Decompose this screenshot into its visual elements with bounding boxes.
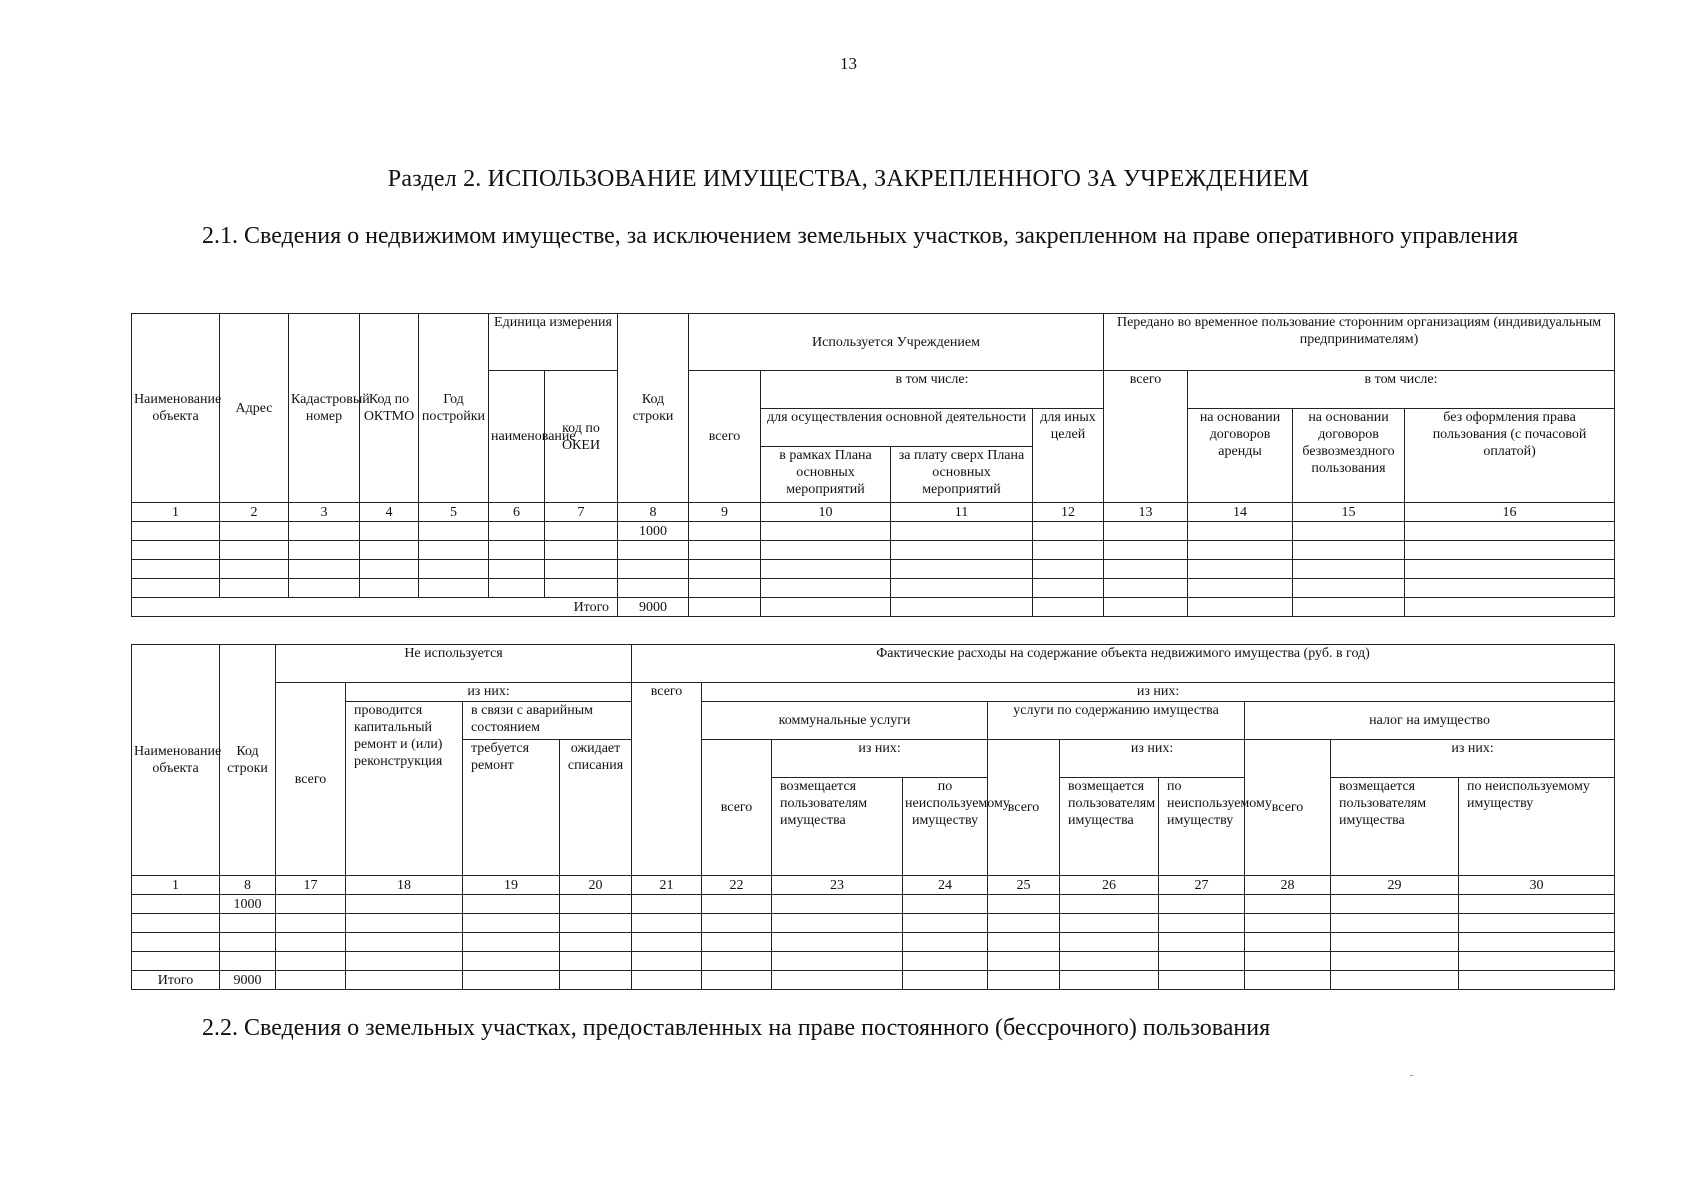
col-maintenance-unused-header: по неиспользуемому имуществу bbox=[1159, 778, 1245, 876]
column-numbers-row bbox=[132, 876, 1615, 895]
col-free-use-header: на основании договоров безвозмездного пользования bbox=[1293, 409, 1405, 503]
total-code: 9000 bbox=[618, 598, 689, 617]
col-number: 25 bbox=[988, 876, 1060, 895]
row-code-cell: 1000 bbox=[220, 895, 276, 914]
col-utilities-of-them-header: из них: bbox=[772, 740, 988, 778]
col-number: 23 bbox=[772, 876, 903, 895]
col-unit-name-header: наименование bbox=[489, 371, 545, 503]
col-row-code-header: Код строки bbox=[618, 314, 689, 503]
col-number: 20 bbox=[560, 876, 632, 895]
row-code-cell: 1000 bbox=[618, 522, 689, 541]
col-no-formal-header: без оформления права пользования (с почасовой оплатой) bbox=[1405, 409, 1615, 503]
col-utilities-reimbursed-header: возмещается пользователям имущества bbox=[772, 778, 903, 876]
col-number: 14 bbox=[1188, 503, 1293, 522]
col-tax-header: налог на имущество bbox=[1245, 702, 1615, 740]
col-maintenance-total-header: всего bbox=[988, 740, 1060, 876]
col-other-purpose-header: для иных целей bbox=[1033, 409, 1104, 503]
col-number: 8 bbox=[220, 876, 276, 895]
col-cadastral-header: Кадастровый номер bbox=[289, 314, 360, 503]
col-used-total-header: всего bbox=[689, 371, 761, 503]
table-row bbox=[132, 541, 1615, 560]
col-tax-of-them-header: из них: bbox=[1331, 740, 1615, 778]
col-number: 10 bbox=[761, 503, 891, 522]
col-number: 9 bbox=[689, 503, 761, 522]
col-code-header: Код строки bbox=[220, 645, 276, 876]
col-name-header: Наименование объекта bbox=[132, 314, 220, 503]
table-row bbox=[132, 522, 1615, 541]
table-row bbox=[132, 560, 1615, 579]
subsection-2-1-heading: 2.1. Сведения о недвижимом имуществе, за исключением земельных участков, закрепленном на праве оперативного управления bbox=[202, 223, 1519, 249]
col-number: 21 bbox=[632, 876, 702, 895]
col-tax-total-header: всего bbox=[1245, 740, 1331, 876]
col-needs-repair-header: требуется ремонт bbox=[463, 740, 560, 876]
col-number: 2 bbox=[220, 503, 289, 522]
column-numbers-row bbox=[132, 503, 1615, 522]
col-number: 17 bbox=[276, 876, 346, 895]
col-maintenance-reimbursed-header: возмещается пользователям имущества bbox=[1060, 778, 1159, 876]
col-number: 22 bbox=[702, 876, 772, 895]
col-year-header: Год постройки bbox=[419, 314, 489, 503]
col-number: 18 bbox=[346, 876, 463, 895]
real-estate-table bbox=[131, 313, 1615, 617]
col-oktmo-header: Код по ОКТМО bbox=[360, 314, 419, 503]
col-number: 30 bbox=[1459, 876, 1615, 895]
col-number: 15 bbox=[1293, 503, 1405, 522]
subsection-2-2-heading: 2.2. Сведения о земельных участках, предоставленных на праве постоянного (бессрочного) пользования bbox=[202, 1015, 1271, 1041]
col-number: 4 bbox=[360, 503, 419, 522]
col-number: 3 bbox=[289, 503, 360, 522]
table-row bbox=[132, 579, 1615, 598]
col-used-header: Используется Учреждением bbox=[689, 314, 1104, 371]
col-maintenance-header: услуги по содержанию имущества bbox=[988, 702, 1245, 740]
col-number: 5 bbox=[419, 503, 489, 522]
col-unit-okei-header: код по ОКЕИ bbox=[545, 371, 618, 503]
col-address-header: Адрес bbox=[220, 314, 289, 503]
col-unused-total-header: всего bbox=[276, 683, 346, 876]
table-row bbox=[132, 895, 1615, 914]
scan-speck bbox=[1410, 1075, 1413, 1076]
col-number: 1 bbox=[132, 503, 220, 522]
col-number: 26 bbox=[1060, 876, 1159, 895]
col-exp-of-them-header: из них: bbox=[702, 683, 1615, 702]
col-number: 13 bbox=[1104, 503, 1188, 522]
expenses-table bbox=[131, 644, 1615, 990]
total-row bbox=[132, 598, 1615, 617]
col-transferred-header: Передано во временное пользование сторонним организациям (индивидуальным предпринимателям) bbox=[1104, 314, 1615, 371]
col-unused-header: Не используется bbox=[276, 645, 632, 683]
col-utilities-total-header: всего bbox=[702, 740, 772, 876]
col-repair-header: проводится капитальный ремонт и (или) реконструкция bbox=[346, 702, 463, 876]
total-label: Итого bbox=[132, 598, 618, 617]
col-number: 28 bbox=[1245, 876, 1331, 895]
col-emergency-header: в связи с аварийным состоянием bbox=[463, 702, 632, 740]
col-transferred-total-header: всего bbox=[1104, 371, 1188, 503]
total-label: Итого bbox=[132, 971, 220, 990]
table-row bbox=[132, 952, 1615, 971]
col-number: 24 bbox=[903, 876, 988, 895]
col-number: 27 bbox=[1159, 876, 1245, 895]
col-tax-unused-header: по неиспользуемому имуществу bbox=[1459, 778, 1615, 876]
col-transferred-incl-header: в том числе: bbox=[1188, 371, 1615, 409]
col-number: 16 bbox=[1405, 503, 1615, 522]
col-awaiting-header: ожидает списания bbox=[560, 740, 632, 876]
col-within-plan-header: в рамках Плана основных мероприятий bbox=[761, 447, 891, 503]
section-title: Раздел 2. ИСПОЛЬЗОВАНИЕ ИМУЩЕСТВА, ЗАКРЕПЛЕННОГО ЗА УЧРЕЖДЕНИЕМ bbox=[387, 166, 1310, 192]
col-number: 7 bbox=[545, 503, 618, 522]
col-number: 19 bbox=[463, 876, 560, 895]
total-row bbox=[132, 971, 1615, 990]
col-utilities-unused-header: по неиспользуемому имуществу bbox=[903, 778, 988, 876]
table-row bbox=[132, 933, 1615, 952]
col-utilities-header: коммунальные услуги bbox=[702, 702, 988, 740]
col-number: 12 bbox=[1033, 503, 1104, 522]
col-unused-of-them-header: из них: bbox=[346, 683, 632, 702]
col-tax-reimbursed-header: возмещается пользователям имущества bbox=[1331, 778, 1459, 876]
col-used-incl-header: в том числе: bbox=[761, 371, 1104, 409]
col-number: 6 bbox=[489, 503, 545, 522]
col-exp-total-header: всего bbox=[632, 683, 702, 876]
col-number: 8 bbox=[618, 503, 689, 522]
col-expenses-header: Фактические расходы на содержание объекта недвижимого имущества (руб. в год) bbox=[632, 645, 1615, 683]
col-over-plan-header: за плату сверх Плана основных мероприятий bbox=[891, 447, 1033, 503]
col-maintenance-of-them-header: из них: bbox=[1060, 740, 1245, 778]
page-number: 13 bbox=[840, 54, 857, 73]
table-row bbox=[132, 914, 1615, 933]
col-unit-header: Единица измерения bbox=[489, 314, 618, 371]
col-number: 11 bbox=[891, 503, 1033, 522]
col-main-activity-header: для осуществления основной деятельности bbox=[761, 409, 1033, 447]
total-code: 9000 bbox=[220, 971, 276, 990]
col-name-header: Наименование объекта bbox=[132, 645, 220, 876]
col-number: 29 bbox=[1331, 876, 1459, 895]
col-number: 1 bbox=[132, 876, 220, 895]
col-lease-header: на основании договоров аренды bbox=[1188, 409, 1293, 503]
